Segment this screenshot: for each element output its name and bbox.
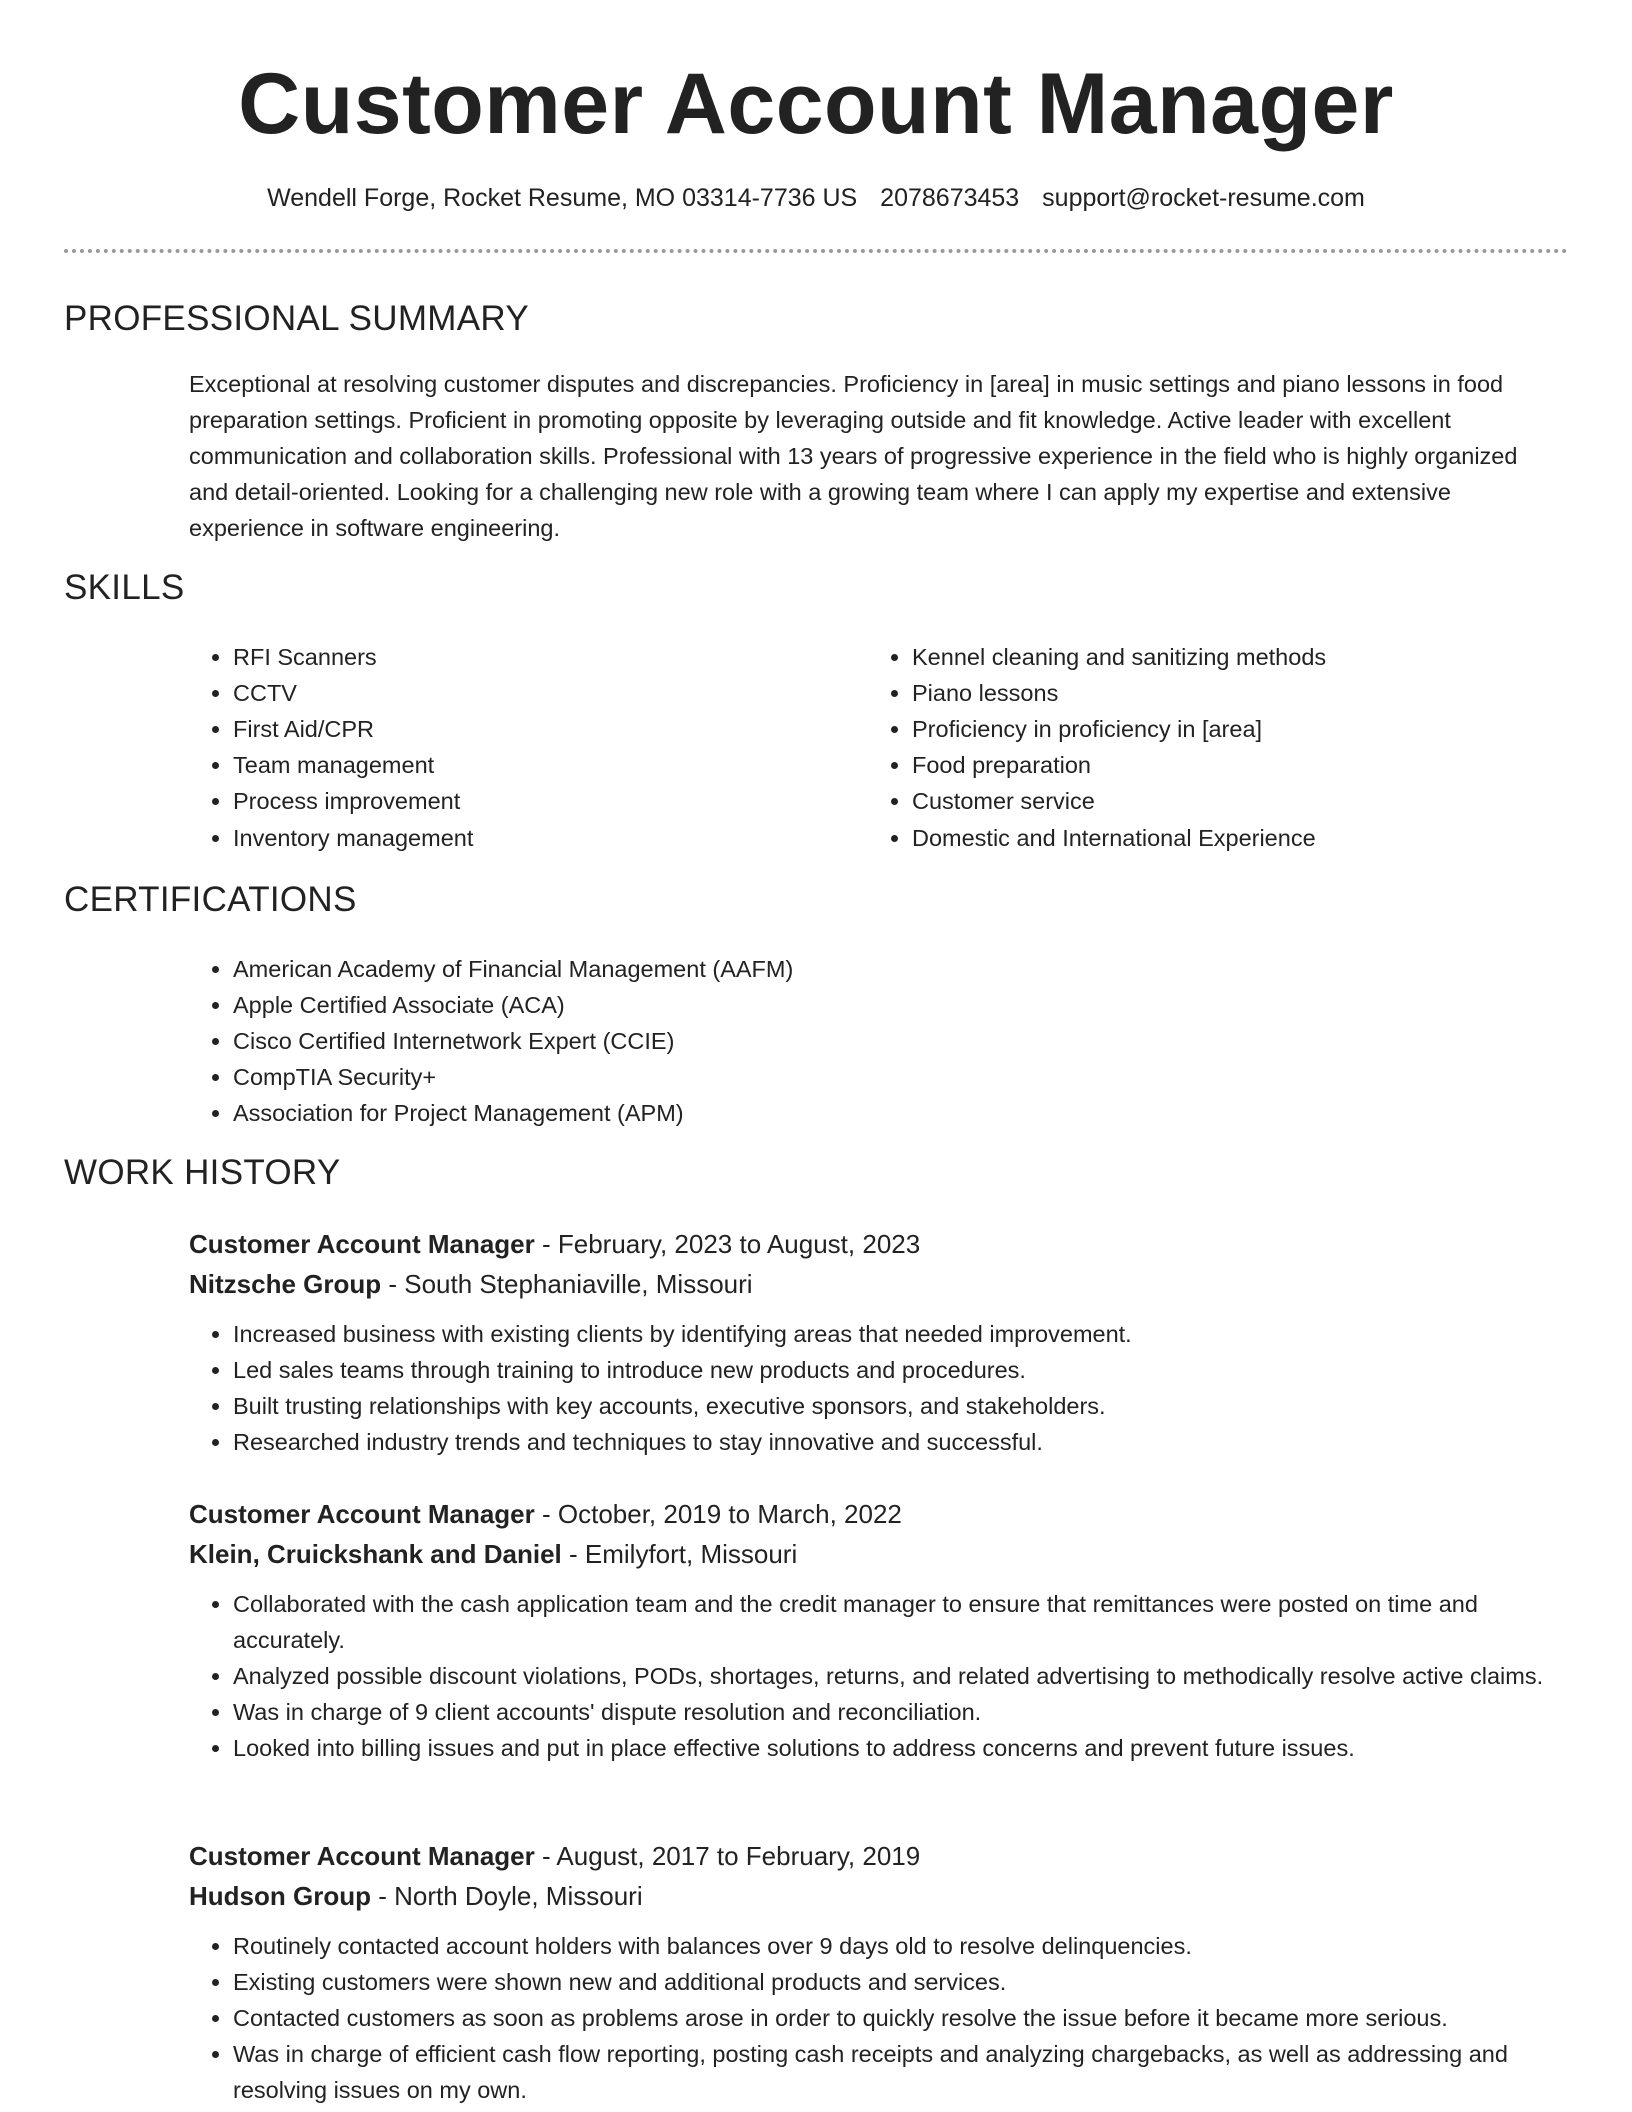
job-duty: • Collaborated with the cash application team and the credit manager to ensure that remittances were posted on time and accurately. bbox=[233, 1586, 1569, 1658]
job-duty: • Contacted customers as soon as problems arose in order to quickly resolve the issue before it became more serious. bbox=[233, 2000, 1569, 2036]
job-duty: • Analyzed possible discount violations, PODs, shortages, returns, and related advertising to methodically resolve active claims. bbox=[233, 1658, 1569, 1694]
job-title: Customer Account Manager bbox=[189, 1229, 535, 1259]
summary-heading: PROFESSIONAL SUMMARY bbox=[64, 299, 529, 338]
contact-phone: 2078673453 bbox=[880, 184, 1020, 212]
job-duty: • Existing customers were shown new and additional products and services. bbox=[233, 1964, 1569, 2000]
skills-heading: SKILLS bbox=[64, 568, 185, 607]
skill-item: • Food preparation bbox=[912, 747, 1572, 783]
skill-item: • Inventory management bbox=[233, 820, 833, 856]
job-duty: • Increased business with existing clients by identifying areas that needed improvement. bbox=[233, 1316, 1569, 1352]
header-divider bbox=[64, 249, 1568, 253]
skill-item: • First Aid/CPR bbox=[233, 711, 833, 747]
job-duties-list bbox=[189, 1928, 1569, 2108]
certification-item: • American Academy of Financial Management (AAFM) bbox=[233, 951, 1233, 987]
resume-title: Customer Account Manager bbox=[238, 56, 1394, 152]
skills-list-left bbox=[189, 639, 833, 856]
job-duty: • Was in charge of 9 client accounts' dispute resolution and reconciliation. bbox=[233, 1694, 1569, 1730]
certification-item: • Association for Project Management (APM) bbox=[233, 1095, 1233, 1131]
job-title-line bbox=[189, 1224, 1569, 1264]
job-company: Klein, Cruickshank and Daniel bbox=[189, 1539, 562, 1569]
job-duty: • Looked into billing issues and put in place effective solutions to address concerns and prevent future issues. bbox=[233, 1730, 1569, 1766]
job-location: - North Doyle, Missouri bbox=[370, 1881, 643, 1911]
job-entry bbox=[189, 1494, 1569, 1766]
skill-item: • Piano lessons bbox=[912, 675, 1572, 711]
job-duty: • Researched industry trends and techniques to stay innovative and successful. bbox=[233, 1424, 1569, 1460]
job-company: Hudson Group bbox=[189, 1881, 371, 1911]
job-duty: • Led sales teams through training to introduce new products and procedures. bbox=[233, 1352, 1569, 1388]
job-entry bbox=[189, 1224, 1569, 1460]
summary-text: Exceptional at resolving customer disputes and discrepancies. Proficiency in [area] in music settings and piano lessons in food preparation settings. Proficient in promoting opposite by leveraging outside and fit knowledge. Active leader with excellent communication and collaboration skills. Professional with 13 years of progressive experience in the field who is highly organized and detail-oriented. Looking for a challenging new role with a growing team where I can apply my expertise and extensive experience in software engineering. bbox=[189, 371, 1518, 541]
skill-item: • CCTV bbox=[233, 675, 833, 711]
job-title-line bbox=[189, 1494, 1569, 1534]
skill-item: • Process improvement bbox=[233, 783, 833, 819]
certifications-heading: CERTIFICATIONS bbox=[64, 880, 357, 919]
job-duty: • Was in charge of efficient cash flow reporting, posting cash receipts and analyzing chargebacks, as well as addressing and resolving issues on my own. bbox=[233, 2036, 1569, 2108]
job-location: - Emilyfort, Missouri bbox=[561, 1539, 798, 1569]
certification-item: • CompTIA Security+ bbox=[233, 1059, 1233, 1095]
contact-email: support@rocket-resume.com bbox=[1042, 184, 1365, 212]
skill-item: • Proficiency in proficiency in [area] bbox=[912, 711, 1572, 747]
skill-item: • Team management bbox=[233, 747, 833, 783]
job-company-line bbox=[189, 1876, 1569, 1916]
job-title: Customer Account Manager bbox=[189, 1841, 535, 1871]
skills-list-right bbox=[868, 639, 1572, 856]
job-duties-list bbox=[189, 1586, 1569, 1766]
job-title-line bbox=[189, 1836, 1569, 1876]
job-title: Customer Account Manager bbox=[189, 1499, 535, 1529]
job-duty: • Routinely contacted account holders with balances over 9 days old to resolve delinquencies. bbox=[233, 1928, 1569, 1964]
job-duty: • Built trusting relationships with key accounts, executive sponsors, and stakeholders. bbox=[233, 1388, 1569, 1424]
job-company-line bbox=[189, 1264, 1569, 1304]
job-entry bbox=[189, 1836, 1569, 2108]
skill-item: • RFI Scanners bbox=[233, 639, 833, 675]
job-location: - South Stephaniaville, Missouri bbox=[381, 1269, 753, 1299]
job-dates: - August, 2017 to February, 2019 bbox=[534, 1841, 921, 1871]
job-company: Nitzsche Group bbox=[189, 1269, 382, 1299]
job-dates: - October, 2019 to March, 2022 bbox=[534, 1499, 902, 1529]
skill-item: • Kennel cleaning and sanitizing methods bbox=[912, 639, 1572, 675]
certification-item: • Apple Certified Associate (ACA) bbox=[233, 987, 1233, 1023]
skill-item: • Customer service bbox=[912, 783, 1572, 819]
certifications-list bbox=[189, 951, 1233, 1131]
skill-item: • Domestic and International Experience bbox=[912, 820, 1572, 856]
certification-item: • Cisco Certified Internetwork Expert (CCIE) bbox=[233, 1023, 1233, 1059]
job-duties-list bbox=[189, 1316, 1569, 1460]
job-company-line bbox=[189, 1534, 1569, 1574]
contact-address: Wendell Forge, Rocket Resume, MO 03314-7736 US bbox=[267, 184, 858, 212]
work-history-heading: WORK HISTORY bbox=[64, 1153, 341, 1192]
job-dates: - February, 2023 to August, 2023 bbox=[534, 1229, 921, 1259]
contact-info bbox=[0, 180, 1632, 216]
